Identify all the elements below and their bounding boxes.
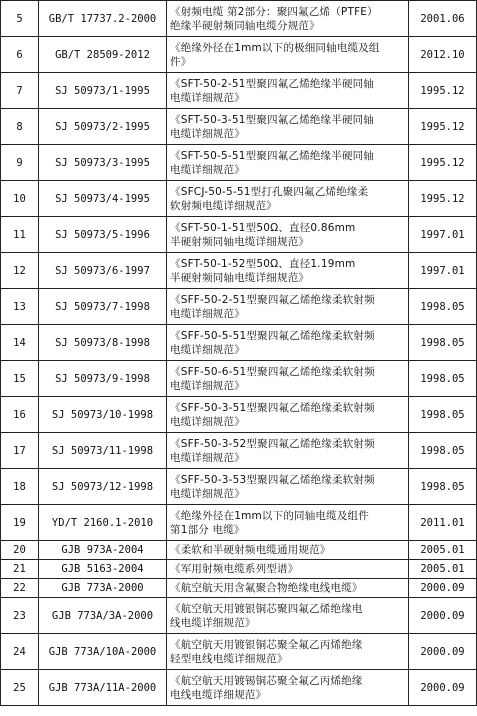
effective-date: 1998.05 (409, 325, 477, 361)
standard-title (167, 598, 409, 634)
effective-date: 1995.12 (409, 145, 477, 181)
standard-title (167, 579, 409, 598)
standard-title (167, 217, 409, 253)
standard-code: SJ 50973/2-1995 (39, 109, 167, 145)
standard-title (167, 469, 409, 505)
standard-code: GJB 5163-2004 (39, 560, 167, 579)
standard-title-line: 《SFT-50-3-51型聚四氟乙烯绝缘半硬同轴 (170, 113, 375, 126)
table-row (1, 505, 477, 541)
table-row (1, 397, 477, 433)
effective-date: 1998.05 (409, 361, 477, 397)
standard-title-line: 《柔软和半硬射频电缆通用规范》 (170, 544, 331, 556)
row-number: 15 (1, 361, 39, 397)
row-number: 24 (1, 634, 39, 670)
standard-title-line: 《SFF-50-3-52型聚四氟乙烯绝缘柔软射频 (170, 437, 375, 450)
table-row (1, 433, 477, 469)
table-row (1, 670, 477, 706)
standard-title-line: 《SFF-50-5-51型聚四氟乙烯绝缘柔软射频 (170, 329, 375, 342)
standard-title-line: 《SFF-50-2-51型聚四氟乙烯绝缘柔软射频 (170, 293, 375, 306)
standard-title-line: 半硬射频同轴电缆详细规范》 (170, 235, 310, 248)
table-row (1, 145, 477, 181)
standard-title (167, 1, 409, 37)
standard-title (167, 397, 409, 433)
standard-title-line: 《航空航天用镀银铜芯聚四氟乙烯绝缘电 (170, 602, 363, 615)
effective-date: 1995.12 (409, 181, 477, 217)
standard-title (167, 37, 409, 73)
standard-title-line: 电缆详细规范》 (170, 451, 245, 464)
standard-title-line: 《航空航天用镀锡铜芯聚全氟乙丙烯绝缘 (170, 674, 363, 687)
standard-title-line: 轻型电线电缆详细规范》 (170, 652, 288, 665)
standard-title (167, 670, 409, 706)
standard-title (167, 541, 409, 560)
row-number: 25 (1, 670, 39, 706)
standard-title (167, 181, 409, 217)
standard-title-line: 《SFCJ-50-5-51型打孔聚四氟乙烯绝缘柔 (170, 185, 369, 198)
effective-date: 2000.09 (409, 670, 477, 706)
standard-title-line: 《SFT-50-2-51型聚四氟乙烯绝缘半硬同轴 (170, 77, 375, 90)
table-row (1, 289, 477, 325)
table-row (1, 1, 477, 37)
standard-code: GJB 773A-2000 (39, 579, 167, 598)
row-number: 7 (1, 73, 39, 109)
row-number: 11 (1, 217, 39, 253)
standard-code: SJ 50973/6-1997 (39, 253, 167, 289)
standard-code: SJ 50973/8-1998 (39, 325, 167, 361)
standard-title-line: 线电缆详细规范》 (170, 616, 256, 629)
standard-title (167, 560, 409, 579)
table-row (1, 598, 477, 634)
table-row (1, 109, 477, 145)
table-row (1, 37, 477, 73)
table-row (1, 73, 477, 109)
standard-title (167, 145, 409, 181)
standard-title-line: 电缆详细规范》 (170, 91, 245, 104)
row-number: 18 (1, 469, 39, 505)
standard-code: SJ 50973/3-1995 (39, 145, 167, 181)
standard-code: SJ 50973/1-1995 (39, 73, 167, 109)
effective-date: 1998.05 (409, 289, 477, 325)
standard-code: SJ 50973/10-1998 (39, 397, 167, 433)
standard-title-line: 《SFF-50-3-51型聚四氟乙烯绝缘柔软射频 (170, 401, 375, 414)
standard-title (167, 109, 409, 145)
row-number: 6 (1, 37, 39, 73)
row-number: 22 (1, 579, 39, 598)
effective-date: 2001.06 (409, 1, 477, 37)
row-number: 5 (1, 1, 39, 37)
effective-date: 2012.10 (409, 37, 477, 73)
standard-code: SJ 50973/11-1998 (39, 433, 167, 469)
standard-title-line: 《SFT-50-1-51型50Ω、直径0.86mm (170, 221, 356, 234)
standard-title (167, 433, 409, 469)
effective-date: 2005.01 (409, 560, 477, 579)
effective-date: 2005.01 (409, 541, 477, 560)
standard-title-line: 《SFT-50-5-51型聚四氟乙烯绝缘半硬同轴 (170, 149, 375, 162)
standard-title-line: 电缆详细规范》 (170, 343, 245, 356)
standard-title-line: 《SFT-50-1-52型50Ω、直径1.19mm (170, 257, 356, 270)
standard-title (167, 253, 409, 289)
standard-code: SJ 50973/9-1998 (39, 361, 167, 397)
standard-title-line: 《航空航天用含氟聚合物绝缘电线电缆》 (170, 582, 363, 594)
standard-title-line: 绝缘半硬射频同轴电缆分规范》 (170, 19, 320, 32)
standard-title-line: 软射频电缆详细规范》 (170, 199, 277, 212)
table-row (1, 469, 477, 505)
effective-date: 2000.09 (409, 598, 477, 634)
table-row (1, 541, 477, 560)
standard-title-line: 《SFF-50-3-53型聚四氟乙烯绝缘柔软射频 (170, 473, 375, 486)
row-number: 19 (1, 505, 39, 541)
standard-title-line: 电缆详细规范》 (170, 127, 245, 140)
standard-title-line: 《射频电缆 第2部分：聚四氟乙烯（PTFE） (170, 5, 378, 18)
effective-date: 1997.01 (409, 217, 477, 253)
standard-code: SJ 50973/4-1995 (39, 181, 167, 217)
standard-title (167, 361, 409, 397)
standard-title-line: 电缆详细规范》 (170, 163, 245, 176)
standard-code: GB/T 17737.2-2000 (39, 1, 167, 37)
row-number: 10 (1, 181, 39, 217)
standard-title-line: 《航空航天用镀银铜芯聚全氟乙丙烯绝缘 (170, 638, 363, 651)
standard-title (167, 289, 409, 325)
standard-title (167, 634, 409, 670)
table-row (1, 217, 477, 253)
row-number: 8 (1, 109, 39, 145)
effective-date: 1997.01 (409, 253, 477, 289)
standard-title (167, 505, 409, 541)
standard-title-line: 电缆详细规范》 (170, 379, 245, 392)
standards-table-body (1, 1, 477, 706)
standard-code: GB/T 28509-2012 (39, 37, 167, 73)
standard-title-line: 《军用射频电缆系列型谱》 (170, 563, 299, 575)
standard-title-line: 电线电缆详细规范》 (170, 688, 267, 701)
row-number: 12 (1, 253, 39, 289)
standard-title-line: 件》 (170, 55, 192, 68)
table-row (1, 361, 477, 397)
standard-code: GJB 773A/10A-2000 (39, 634, 167, 670)
row-number: 9 (1, 145, 39, 181)
row-number: 21 (1, 560, 39, 579)
standard-code: YD/T 2160.1-2010 (39, 505, 167, 541)
table-row (1, 325, 477, 361)
effective-date: 2000.09 (409, 634, 477, 670)
table-row (1, 181, 477, 217)
standard-code: GJB 773A/11A-2000 (39, 670, 167, 706)
effective-date: 2000.09 (409, 579, 477, 598)
standard-code: SJ 50973/12-1998 (39, 469, 167, 505)
row-number: 13 (1, 289, 39, 325)
row-number: 16 (1, 397, 39, 433)
table-row (1, 634, 477, 670)
row-number: 20 (1, 541, 39, 560)
table-row (1, 560, 477, 579)
standard-title-line: 电缆详细规范》 (170, 307, 245, 320)
row-number: 23 (1, 598, 39, 634)
standard-title (167, 73, 409, 109)
row-number: 14 (1, 325, 39, 361)
standard-title-line: 半硬射频同轴电缆详细规范》 (170, 271, 310, 284)
standard-title-line: 电缆详细规范》 (170, 487, 245, 500)
standard-code: GJB 773A/3A-2000 (39, 598, 167, 634)
effective-date: 1995.12 (409, 109, 477, 145)
standard-title-line: 《绝缘外径在1mm以下的极细同轴电缆及组 (170, 41, 380, 54)
effective-date: 1995.12 (409, 73, 477, 109)
table-row (1, 579, 477, 598)
standard-code: SJ 50973/5-1996 (39, 217, 167, 253)
effective-date: 2011.01 (409, 505, 477, 541)
effective-date: 1998.05 (409, 469, 477, 505)
standard-title-line: 第1部分 电缆》 (170, 523, 245, 536)
standard-title-line: 《绝缘外径在1mm以下的同轴电缆及组件 (170, 509, 369, 522)
standard-title-line: 《SFF-50-6-51型聚四氟乙烯绝缘柔软射频 (170, 365, 375, 378)
row-number: 17 (1, 433, 39, 469)
standard-title (167, 325, 409, 361)
effective-date: 1998.05 (409, 433, 477, 469)
standard-code: SJ 50973/7-1998 (39, 289, 167, 325)
standard-code: GJB 973A-2004 (39, 541, 167, 560)
table-row (1, 253, 477, 289)
standard-title-line: 电缆详细规范》 (170, 415, 245, 428)
effective-date: 1998.05 (409, 397, 477, 433)
